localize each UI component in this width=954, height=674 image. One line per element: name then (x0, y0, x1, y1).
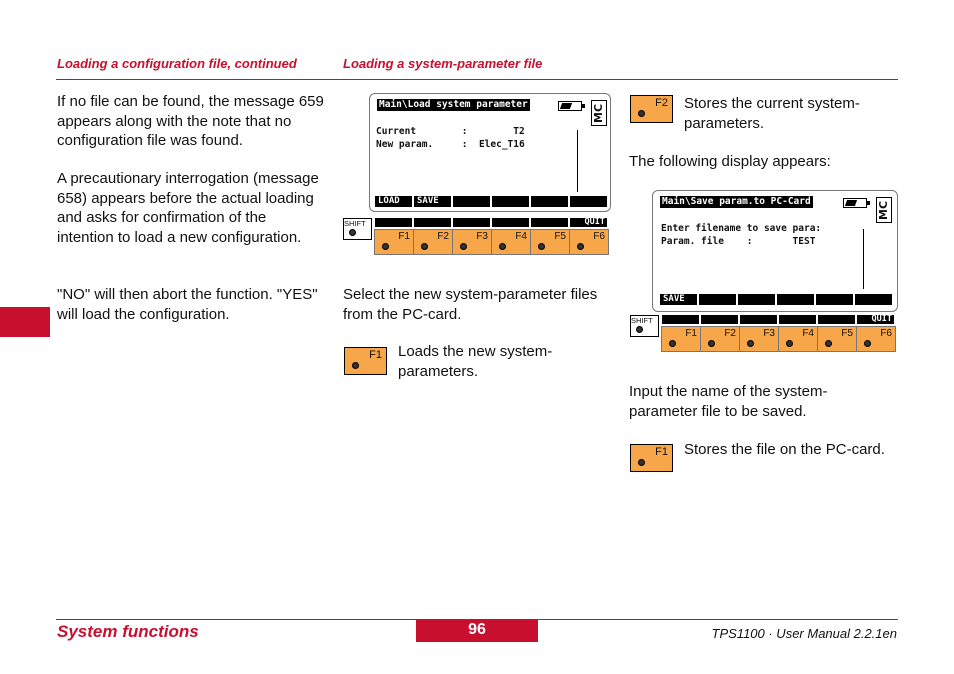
shift-key[interactable] (630, 315, 659, 337)
scroll-bar (863, 229, 864, 289)
shifted-label-row (375, 218, 607, 227)
shifted-label (740, 315, 777, 324)
key-label: F1 (685, 328, 697, 339)
key-dot-icon (636, 326, 643, 333)
right-f2-description: Stores the current system-parameters. (684, 95, 860, 132)
softkey-label: SAVE (660, 294, 697, 305)
manual-title: TPS1100 · User Manual 2.2.1en (711, 626, 897, 641)
softkey-label (570, 196, 607, 207)
key-dot-icon (577, 243, 584, 250)
shifted-label (701, 315, 738, 324)
display-title: Main\Save param.to PC-Card (662, 196, 811, 207)
f2-key[interactable] (701, 327, 739, 351)
key-dot-icon (638, 459, 645, 466)
key-label: F1 (398, 231, 410, 242)
shifted-label (375, 218, 412, 227)
softkey-label (777, 294, 814, 305)
mid-f1-description: Loads the new system-parameters. (398, 343, 553, 380)
softkey-label: LOAD (375, 196, 412, 207)
header-rule (56, 79, 898, 80)
left-paragraph-2: A precautionary interrogation (message 658) appears before the actual loading and asks for confirmation of the intention to load a new configuration. (57, 170, 319, 246)
shifted-label (818, 315, 855, 324)
f3-key[interactable] (740, 327, 778, 351)
key-label: F3 (476, 231, 488, 242)
key-dot-icon (421, 243, 428, 250)
right-paragraph-1: The following display appears: (629, 153, 831, 170)
display-line: New param. : Elec_T16 (376, 139, 525, 150)
mode-indicator: MC (591, 100, 607, 126)
key-dot-icon (747, 340, 754, 347)
f1-key[interactable] (375, 230, 413, 254)
shifted-label (492, 218, 529, 227)
softkey-label (492, 196, 529, 207)
battery-icon (843, 198, 867, 208)
softkey-label (816, 294, 853, 305)
key-dot-icon (708, 340, 715, 347)
shift-label: SHIFT (631, 316, 653, 325)
f1-key-icon (344, 347, 387, 375)
shifted-label (531, 218, 568, 227)
softkey-label (453, 196, 490, 207)
key-dot-icon (460, 243, 467, 250)
display-line: Param. file : TEST (661, 236, 816, 247)
key-dot-icon (638, 110, 645, 117)
display-line: Current : T2 (376, 126, 525, 137)
shift-label: SHIFT (344, 219, 366, 228)
section-title: System functions (57, 622, 199, 641)
shifted-label (662, 315, 699, 324)
softkey-label (699, 294, 736, 305)
mid-paragraph-1: Select the new system-parameter files from the PC-card. (343, 286, 598, 323)
function-key-row (374, 229, 609, 255)
display-line: Enter filename to save para: (661, 223, 822, 234)
mode-indicator: MC (876, 197, 892, 223)
key-dot-icon (352, 362, 359, 369)
page-number: 96 (416, 620, 538, 642)
key-dot-icon (349, 229, 356, 236)
key-label: F1 (369, 349, 382, 361)
f6-key[interactable] (570, 230, 608, 254)
display-title: Main\Load system parameter (379, 99, 528, 110)
key-label: F6 (880, 328, 892, 339)
key-label: F3 (763, 328, 775, 339)
quit-label: QUIT (857, 315, 894, 324)
key-dot-icon (786, 340, 793, 347)
running-header-right: Loading a system-parameter file (343, 56, 543, 71)
shifted-label (414, 218, 451, 227)
f1-key[interactable] (662, 327, 700, 351)
f1-key-icon (630, 444, 673, 472)
softkey-label (738, 294, 775, 305)
key-label: F5 (554, 231, 566, 242)
load-parameter-display (369, 93, 611, 212)
key-label: F6 (593, 231, 605, 242)
left-paragraph-3: "NO" will then abort the function. "YES" will load the configuration. (57, 286, 318, 323)
f2-key[interactable] (414, 230, 452, 254)
running-header-left: Loading a configuration file, continued (57, 56, 297, 71)
shifted-label (453, 218, 490, 227)
f5-key[interactable] (818, 327, 856, 351)
key-dot-icon (825, 340, 832, 347)
scroll-bar (577, 130, 578, 192)
softkey-row (375, 196, 607, 207)
softkey-label: SAVE (414, 196, 451, 207)
right-f1-description: Stores the file on the PC-card. (684, 441, 885, 458)
f5-key[interactable] (531, 230, 569, 254)
key-dot-icon (499, 243, 506, 250)
f4-key[interactable] (779, 327, 817, 351)
right-paragraph-2: Input the name of the system-parameter file to be saved. (629, 383, 828, 420)
function-key-row (661, 326, 896, 352)
key-label: F4 (515, 231, 527, 242)
shifted-label-row (662, 315, 894, 324)
f6-key[interactable] (857, 327, 895, 351)
f2-key-icon (630, 95, 673, 123)
f4-key[interactable] (492, 230, 530, 254)
left-paragraph-1: If no file can be found, the message 659 appears along with the note that no configuration file was found. (57, 93, 324, 149)
key-dot-icon (382, 243, 389, 250)
quit-label: QUIT (570, 218, 607, 227)
key-label: F5 (841, 328, 853, 339)
softkey-row (660, 294, 892, 305)
battery-icon (558, 101, 582, 111)
key-dot-icon (864, 340, 871, 347)
softkey-label (855, 294, 892, 305)
key-dot-icon (669, 340, 676, 347)
key-dot-icon (538, 243, 545, 250)
shifted-label (779, 315, 816, 324)
softkey-label (531, 196, 568, 207)
key-label: F4 (802, 328, 814, 339)
key-label: F1 (655, 446, 668, 458)
f3-key[interactable] (453, 230, 491, 254)
save-parameter-display (652, 190, 898, 312)
key-label: F2 (437, 231, 449, 242)
section-marker-tab (0, 307, 50, 337)
key-label: F2 (724, 328, 736, 339)
shift-key[interactable] (343, 218, 372, 240)
key-label: F2 (655, 97, 668, 109)
